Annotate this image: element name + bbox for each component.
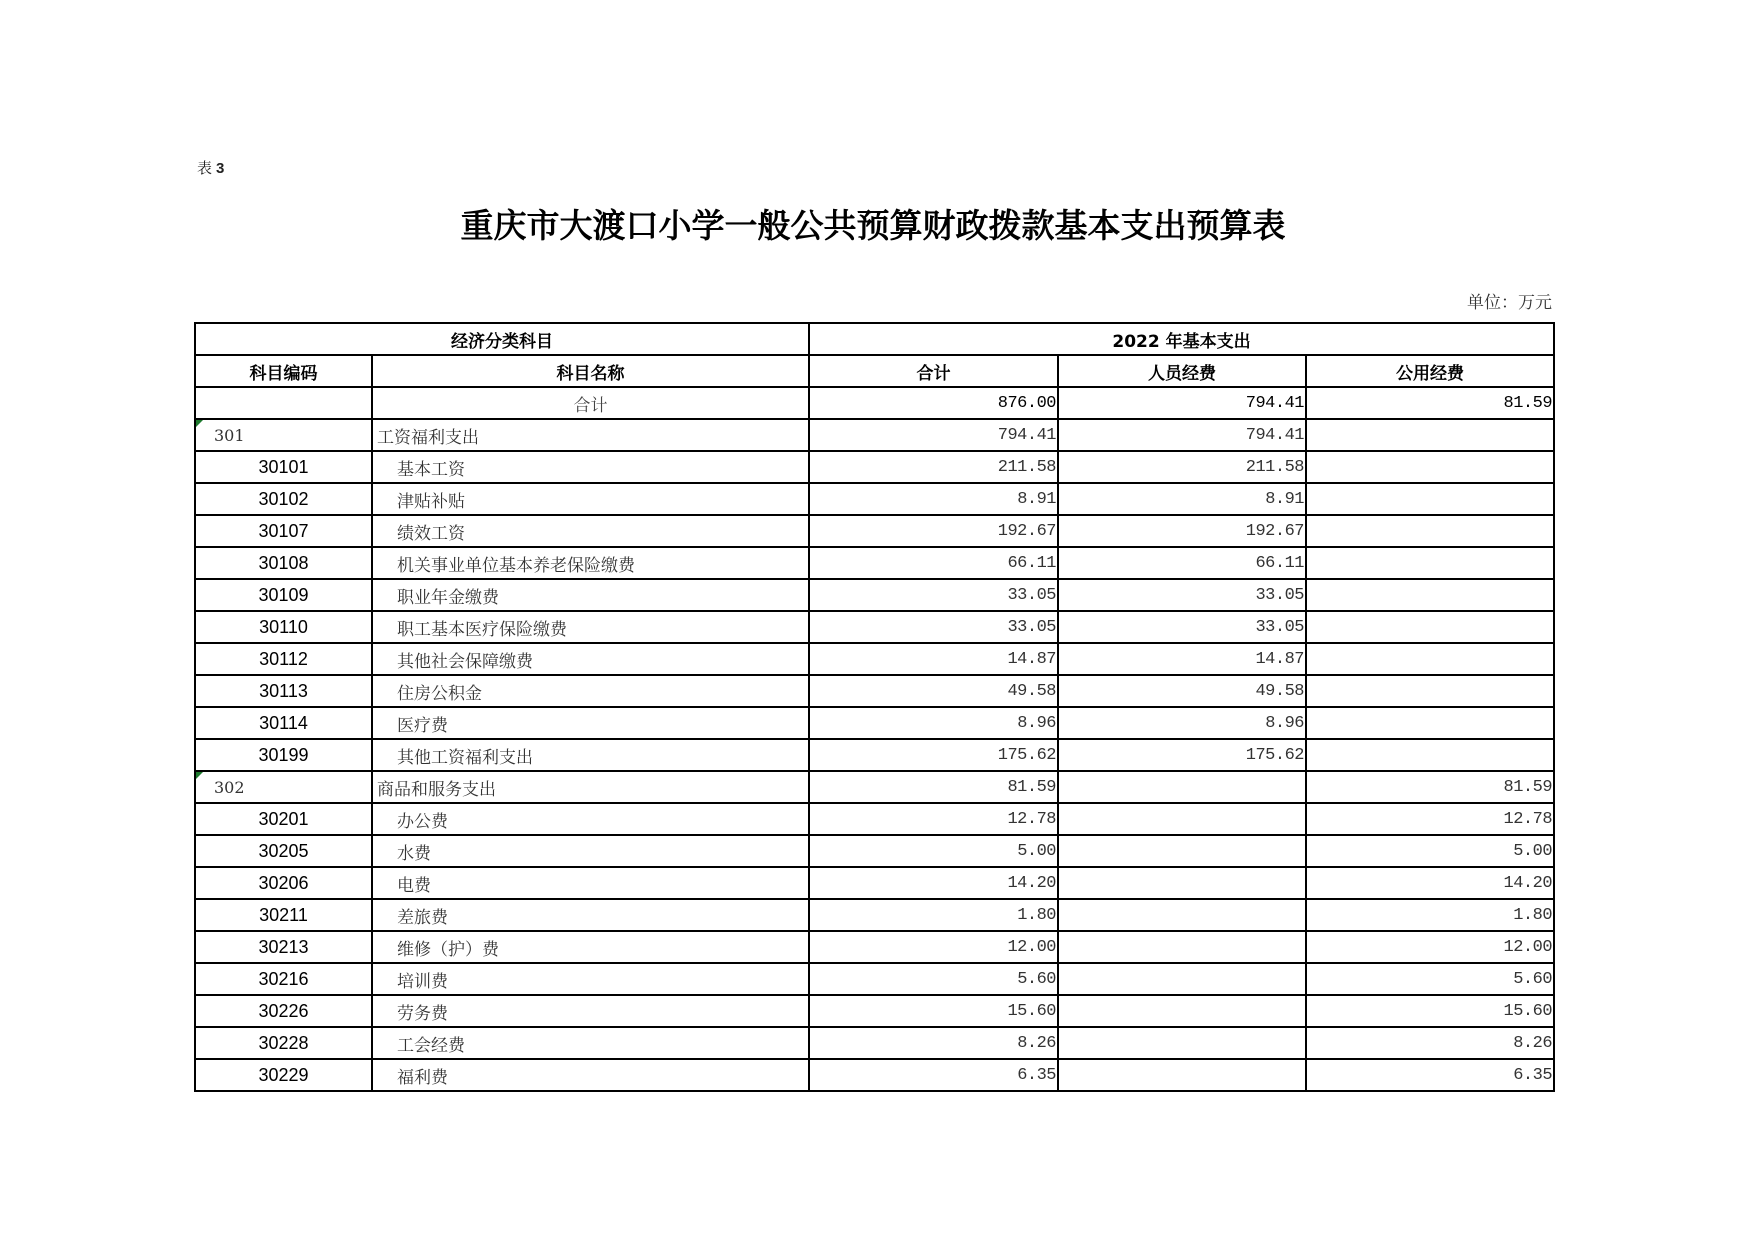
- personnel-cell: 211.58: [1058, 451, 1306, 483]
- public-cell: 5.00: [1306, 835, 1554, 867]
- table-row-category: [195, 771, 1554, 803]
- budget-table: [194, 322, 1555, 1092]
- code-cell: 30206: [195, 867, 372, 899]
- personnel-cell: [1058, 963, 1306, 995]
- total-cell: 8.91: [809, 483, 1058, 515]
- personnel-cell: 192.67: [1058, 515, 1306, 547]
- table-row: [195, 899, 1554, 931]
- total-name-cell: 合计: [372, 387, 809, 419]
- table-row: [195, 1059, 1554, 1091]
- total-public-cell: 81.59: [1306, 387, 1554, 419]
- name-cell: 差旅费: [372, 899, 809, 931]
- code-cell: 30205: [195, 835, 372, 867]
- table-row: [195, 451, 1554, 483]
- personnel-cell: [1058, 835, 1306, 867]
- total-cell: 12.00: [809, 931, 1058, 963]
- total-cell: 12.78: [809, 803, 1058, 835]
- table-row-category: [195, 419, 1554, 451]
- public-cell: [1306, 483, 1554, 515]
- public-cell: [1306, 643, 1554, 675]
- code-cell: 30110: [195, 611, 372, 643]
- total-cell: 66.11: [809, 547, 1058, 579]
- public-cell: 6.35: [1306, 1059, 1554, 1091]
- name-cell: 津贴补贴: [372, 483, 809, 515]
- comment-corner-marker-icon: [196, 420, 203, 427]
- personnel-cell: [1058, 803, 1306, 835]
- table-row: [195, 579, 1554, 611]
- total-cell: 8.26: [809, 1027, 1058, 1059]
- table-row: [195, 515, 1554, 547]
- public-cell: 5.60: [1306, 963, 1554, 995]
- code-cell: 30211: [195, 899, 372, 931]
- public-cell: 81.59: [1306, 771, 1554, 803]
- public-cell: 14.20: [1306, 867, 1554, 899]
- table-row: [195, 739, 1554, 771]
- code-cell: [195, 771, 372, 803]
- personnel-cell: 14.87: [1058, 643, 1306, 675]
- name-cell: 机关事业单位基本养老保险缴费: [372, 547, 809, 579]
- personnel-cell: [1058, 771, 1306, 803]
- public-cell: [1306, 419, 1554, 451]
- code-cell: 30199: [195, 739, 372, 771]
- group-header-row: [195, 323, 1554, 355]
- table-row: [195, 611, 1554, 643]
- total-cell: 15.60: [809, 995, 1058, 1027]
- name-cell: 培训费: [372, 963, 809, 995]
- public-cell: 1.80: [1306, 899, 1554, 931]
- code-cell: 30213: [195, 931, 372, 963]
- personnel-cell: 49.58: [1058, 675, 1306, 707]
- public-cell: 12.00: [1306, 931, 1554, 963]
- name-cell: 劳务费: [372, 995, 809, 1027]
- code-cell: 30112: [195, 643, 372, 675]
- total-cell: 5.60: [809, 963, 1058, 995]
- public-cell: [1306, 739, 1554, 771]
- personnel-cell: 33.05: [1058, 611, 1306, 643]
- code-cell: 30201: [195, 803, 372, 835]
- name-cell: 办公费: [372, 803, 809, 835]
- unit-label: 单位：万元: [1467, 293, 1552, 313]
- table-row: [195, 707, 1554, 739]
- table-row: [195, 1027, 1554, 1059]
- name-cell: 工会经费: [372, 1027, 809, 1059]
- total-cell: 14.20: [809, 867, 1058, 899]
- code-cell: 30108: [195, 547, 372, 579]
- column-header-code: 科目编码: [195, 355, 372, 387]
- public-cell: 12.78: [1306, 803, 1554, 835]
- code-cell: 30101: [195, 451, 372, 483]
- total-cell: 33.05: [809, 611, 1058, 643]
- public-cell: [1306, 515, 1554, 547]
- table-row: [195, 643, 1554, 675]
- personnel-cell: [1058, 899, 1306, 931]
- personnel-cell: 33.05: [1058, 579, 1306, 611]
- column-header-public: 公用经费: [1306, 355, 1554, 387]
- code-cell: 30109: [195, 579, 372, 611]
- name-cell: 基本工资: [372, 451, 809, 483]
- total-cell: 5.00: [809, 835, 1058, 867]
- total-cell: 14.87: [809, 643, 1058, 675]
- name-cell: 医疗费: [372, 707, 809, 739]
- name-cell: 其他社会保障缴费: [372, 643, 809, 675]
- total-cell: 1.80: [809, 899, 1058, 931]
- public-cell: [1306, 547, 1554, 579]
- total-personnel-cell: 794.41: [1058, 387, 1306, 419]
- code-cell: 30229: [195, 1059, 372, 1091]
- code-cell: 30102: [195, 483, 372, 515]
- code-cell: 30228: [195, 1027, 372, 1059]
- personnel-cell: 794.41: [1058, 419, 1306, 451]
- name-cell: 工资福利支出: [372, 419, 809, 451]
- personnel-cell: 8.96: [1058, 707, 1306, 739]
- public-cell: 8.26: [1306, 1027, 1554, 1059]
- personnel-cell: [1058, 867, 1306, 899]
- code-cell: 30113: [195, 675, 372, 707]
- header-year-expense: 2022 年基本支出: [809, 323, 1554, 355]
- header-classification: 经济分类科目: [195, 323, 809, 355]
- total-cell: 81.59: [809, 771, 1058, 803]
- total-cell: 794.41: [809, 419, 1058, 451]
- table-row: [195, 963, 1554, 995]
- name-cell: 维修（护）费: [372, 931, 809, 963]
- total-cell: 192.67: [809, 515, 1058, 547]
- comment-corner-marker-icon: [196, 772, 203, 779]
- name-cell: 电费: [372, 867, 809, 899]
- personnel-cell: 175.62: [1058, 739, 1306, 771]
- name-cell: 职工基本医疗保险缴费: [372, 611, 809, 643]
- category-code-text: 302: [214, 777, 245, 797]
- column-header-personnel: 人员经费: [1058, 355, 1306, 387]
- public-cell: [1306, 451, 1554, 483]
- column-header-total: 合计: [809, 355, 1058, 387]
- public-cell: [1306, 675, 1554, 707]
- table-number-label: [197, 159, 224, 178]
- category-code-text: 301: [214, 425, 245, 445]
- total-cell: 49.58: [809, 675, 1058, 707]
- table-row: [195, 931, 1554, 963]
- name-cell: 其他工资福利支出: [372, 739, 809, 771]
- table-row: [195, 803, 1554, 835]
- code-cell: 30216: [195, 963, 372, 995]
- table-row: [195, 867, 1554, 899]
- total-code-cell: [195, 387, 372, 419]
- name-cell: 职业年金缴费: [372, 579, 809, 611]
- personnel-cell: 66.11: [1058, 547, 1306, 579]
- code-cell: 30226: [195, 995, 372, 1027]
- total-cell: 175.62: [809, 739, 1058, 771]
- document-title: 重庆市大渡口小学一般公共预算财政拨款基本支出预算表: [460, 206, 1286, 245]
- table-row: [195, 483, 1554, 515]
- public-cell: 15.60: [1306, 995, 1554, 1027]
- table-number: 3: [216, 160, 225, 177]
- total-cell: 6.35: [809, 1059, 1058, 1091]
- personnel-cell: 8.91: [1058, 483, 1306, 515]
- name-cell: 商品和服务支出: [372, 771, 809, 803]
- table-row: [195, 547, 1554, 579]
- total-row: [195, 387, 1554, 419]
- total-amount-cell: 876.00: [809, 387, 1058, 419]
- column-header-row: [195, 355, 1554, 387]
- name-cell: 绩效工资: [372, 515, 809, 547]
- code-cell: [195, 419, 372, 451]
- public-cell: [1306, 611, 1554, 643]
- personnel-cell: [1058, 1027, 1306, 1059]
- public-cell: [1306, 579, 1554, 611]
- table-row: [195, 995, 1554, 1027]
- code-cell: 30107: [195, 515, 372, 547]
- name-cell: 水费: [372, 835, 809, 867]
- public-cell: [1306, 707, 1554, 739]
- table-row: [195, 675, 1554, 707]
- total-cell: 8.96: [809, 707, 1058, 739]
- column-header-name: 科目名称: [372, 355, 809, 387]
- name-cell: 住房公积金: [372, 675, 809, 707]
- total-cell: 211.58: [809, 451, 1058, 483]
- total-cell: 33.05: [809, 579, 1058, 611]
- table-row: [195, 835, 1554, 867]
- personnel-cell: [1058, 995, 1306, 1027]
- table-label-text: 表: [197, 159, 213, 177]
- personnel-cell: [1058, 1059, 1306, 1091]
- name-cell: 福利费: [372, 1059, 809, 1091]
- code-cell: 30114: [195, 707, 372, 739]
- personnel-cell: [1058, 931, 1306, 963]
